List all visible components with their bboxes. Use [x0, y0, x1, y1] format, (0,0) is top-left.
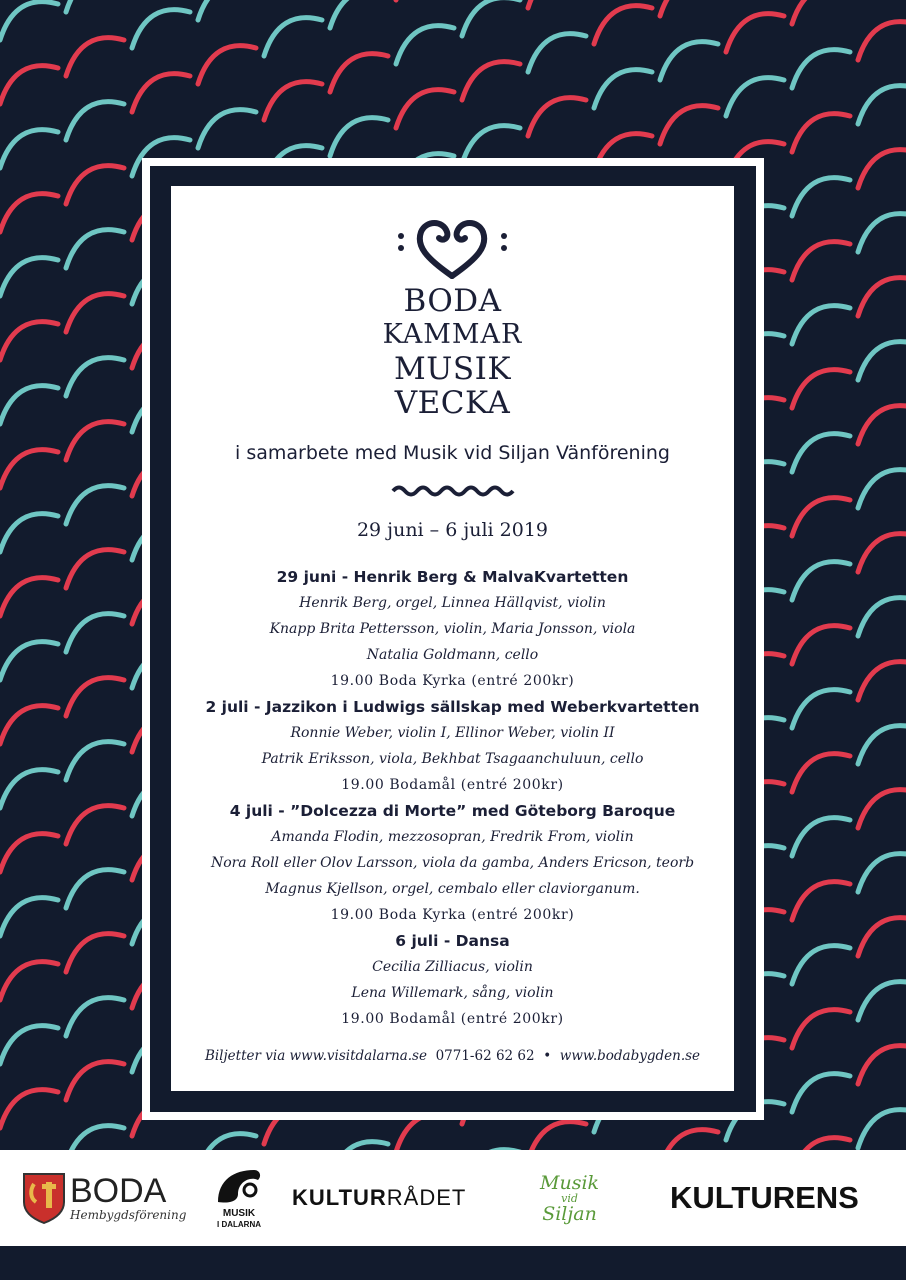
- heart-bass-clef-icon: [171, 216, 734, 286]
- mvs-line3: Siljan: [542, 1202, 597, 1225]
- program-card: [171, 186, 734, 1091]
- event-performers: Cecilia Zilliacus, violin: [372, 959, 533, 975]
- mvs-line1: Musik: [540, 1171, 600, 1194]
- event-heading: 6 juli - Dansa: [395, 932, 510, 950]
- boda-name: BODA: [70, 1172, 167, 1210]
- event-venue: 19.00 Boda Kyrka (entré 200kr): [330, 673, 575, 689]
- sponsor-musik-vid-siljan: [540, 1150, 599, 1246]
- event-venue: 19.00 Bodamål (entré 200kr): [341, 1011, 564, 1027]
- website-link[interactable]: www.bodabygden.se: [559, 1048, 701, 1064]
- kulturradet-part1: KULTUR: [292, 1185, 387, 1210]
- subtitle: i samarbete med Musik vid Siljan Vänförening: [235, 442, 670, 464]
- event-performers: Magnus Kjellson, orgel, cembalo eller claviorganum.: [265, 881, 640, 897]
- program-list: [171, 564, 734, 1032]
- wave-divider-icon: [171, 482, 734, 498]
- title-line-1: BODA: [403, 283, 502, 319]
- event-heading: 29 juni - Henrik Berg & MalvaKvartetten: [276, 568, 629, 586]
- event-heading: 2 juli - Jazzikon i Ludwigs sällskap med Weberkvartetten: [205, 698, 700, 716]
- festival-dates: 29 juni – 6 juli 2019: [356, 519, 549, 541]
- ticket-phone: 0771-62 62 62: [435, 1048, 535, 1064]
- event-performers: Henrik Berg, orgel, Linnea Hällqvist, violin: [299, 595, 606, 611]
- event-performers: Amanda Flodin, mezzosopran, Fredrik From, violin: [271, 829, 634, 845]
- boda-sub: Hembygdsförening: [70, 1208, 187, 1222]
- event-heading: 4 juli - ”Dolcezza di Morte” med Göteborg Baroque: [229, 802, 676, 820]
- musik-dalarna-logo-icon: [214, 1166, 264, 1208]
- event-4: [171, 928, 734, 1032]
- event-1: [171, 564, 734, 694]
- ticket-info: [171, 1048, 734, 1064]
- event-performers: Nora Roll eller Olov Larsson, viola da gamba, Anders Ericson, teorb: [210, 855, 695, 871]
- event-performers: Natalia Goldmann, cello: [366, 647, 539, 663]
- boda-shield-icon: [22, 1172, 66, 1224]
- kulturens-name: KULTURENS: [670, 1180, 859, 1215]
- event-performers: Patrik Eriksson, viola, Bekhbat Tsagaanchuluun, cello: [261, 751, 644, 767]
- sponsor-kulturradet: [292, 1150, 466, 1246]
- ticket-link[interactable]: Biljetter via www.visitdalarna.se: [204, 1048, 427, 1064]
- bottom-bar: [0, 1246, 906, 1280]
- sponsor-musik-i-dalarna: [214, 1150, 264, 1246]
- title-line-4: VECKA: [394, 385, 511, 421]
- musik-dalarna-line1: MUSIK: [222, 1208, 256, 1219]
- event-performers: Ronnie Weber, violin I, Ellinor Weber, violin II: [290, 725, 615, 741]
- title-line-3: MUSIK: [393, 351, 511, 387]
- sponsor-kulturens: [670, 1150, 859, 1246]
- event-performers: Knapp Brita Pettersson, violin, Maria Jonsson, viola: [269, 621, 636, 637]
- sponsor-boda: [22, 1150, 186, 1246]
- festival-title: [171, 284, 734, 420]
- mvs-line2: vid: [561, 1191, 578, 1205]
- event-venue: 19.00 Bodamål (entré 200kr): [341, 777, 564, 793]
- separator-dot: •: [543, 1048, 552, 1064]
- event-performers: Lena Willemark, sång, violin: [351, 985, 554, 1001]
- event-venue: 19.00 Boda Kyrka (entré 200kr): [330, 907, 575, 923]
- kulturradet-part2: RÅDET: [386, 1185, 467, 1210]
- musik-dalarna-line2: I DALARNA: [217, 1220, 261, 1229]
- event-3: [171, 798, 734, 928]
- event-2: [171, 694, 734, 798]
- title-line-2: KAMMAR: [382, 319, 523, 350]
- sponsor-footer: [0, 1150, 906, 1246]
